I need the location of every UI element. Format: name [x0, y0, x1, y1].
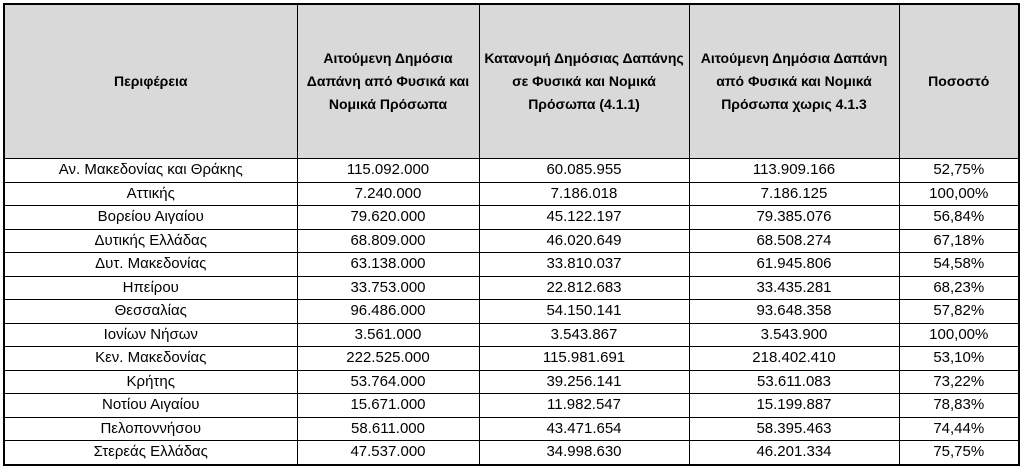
cell-percentage: 53,10% — [899, 347, 1019, 371]
table-row — [4, 276, 1019, 300]
cell-allocation: 33.810.037 — [479, 253, 689, 277]
cell-region: Κεν. Μακεδονίας — [4, 347, 297, 371]
cell-region: Αττικής — [4, 182, 297, 206]
cell-allocation: 11.982.547 — [479, 394, 689, 418]
table-row — [4, 347, 1019, 371]
cell-requested-without: 7.186.125 — [689, 182, 899, 206]
cell-region: Αν. Μακεδονίας και Θράκης — [4, 159, 297, 183]
cell-requested-without: 79.385.076 — [689, 206, 899, 230]
cell-region: Θεσσαλίας — [4, 300, 297, 324]
cell-requested: 222.525.000 — [297, 347, 479, 371]
cell-allocation: 34.998.630 — [479, 441, 689, 465]
table-row — [4, 441, 1019, 465]
cell-allocation: 7.186.018 — [479, 182, 689, 206]
cell-requested: 15.671.000 — [297, 394, 479, 418]
cell-percentage: 56,84% — [899, 206, 1019, 230]
cell-percentage: 73,22% — [899, 370, 1019, 394]
cell-requested-without: 15.199.887 — [689, 394, 899, 418]
cell-percentage: 75,75% — [899, 441, 1019, 465]
cell-percentage: 68,23% — [899, 276, 1019, 300]
cell-requested: 63.138.000 — [297, 253, 479, 277]
cell-requested: 3.561.000 — [297, 323, 479, 347]
table-header-row — [4, 4, 1019, 159]
cell-region: Δυτικής Ελλάδας — [4, 229, 297, 253]
cell-region: Ιονίων Νήσων — [4, 323, 297, 347]
cell-requested: 33.753.000 — [297, 276, 479, 300]
cell-region: Δυτ. Μακεδονίας — [4, 253, 297, 277]
table-row — [4, 206, 1019, 230]
cell-allocation: 60.085.955 — [479, 159, 689, 183]
cell-percentage: 67,18% — [899, 229, 1019, 253]
cell-allocation: 115.981.691 — [479, 347, 689, 371]
header-allocation-4-1-1: Κατανομή Δημόσιας Δαπάνης σε Φυσικά και Νομικά Πρόσωπα (4.1.1) — [479, 4, 689, 159]
table-row — [4, 229, 1019, 253]
cell-requested-without: 93.648.358 — [689, 300, 899, 324]
cell-percentage: 52,75% — [899, 159, 1019, 183]
cell-allocation: 22.812.683 — [479, 276, 689, 300]
cell-requested: 7.240.000 — [297, 182, 479, 206]
cell-requested-without: 113.909.166 — [689, 159, 899, 183]
table-row — [4, 300, 1019, 324]
cell-allocation: 43.471.654 — [479, 417, 689, 441]
cell-region: Στερεάς Ελλάδας — [4, 441, 297, 465]
header-requested-expenditure: Αιτούμενη Δημόσια Δαπάνη από Φυσικά και Νομικά Πρόσωπα — [297, 4, 479, 159]
cell-requested-without: 68.508.274 — [689, 229, 899, 253]
cell-region: Πελοποννήσου — [4, 417, 297, 441]
cell-region: Νοτίου Αιγαίου — [4, 394, 297, 418]
header-percentage: Ποσοστό — [899, 4, 1019, 159]
cell-region: Βορείου Αιγαίου — [4, 206, 297, 230]
cell-requested-without: 46.201.334 — [689, 441, 899, 465]
table-row — [4, 394, 1019, 418]
cell-percentage: 57,82% — [899, 300, 1019, 324]
cell-requested: 96.486.000 — [297, 300, 479, 324]
cell-region: Ηπείρου — [4, 276, 297, 300]
cell-requested: 79.620.000 — [297, 206, 479, 230]
table-row — [4, 253, 1019, 277]
table-row — [4, 370, 1019, 394]
expenditure-table — [3, 3, 1020, 466]
cell-allocation: 3.543.867 — [479, 323, 689, 347]
cell-percentage: 78,83% — [899, 394, 1019, 418]
table-row — [4, 323, 1019, 347]
cell-region: Κρήτης — [4, 370, 297, 394]
cell-requested: 68.809.000 — [297, 229, 479, 253]
cell-percentage: 100,00% — [899, 323, 1019, 347]
table-row — [4, 159, 1019, 183]
table-row — [4, 182, 1019, 206]
cell-requested: 47.537.000 — [297, 441, 479, 465]
cell-percentage: 100,00% — [899, 182, 1019, 206]
cell-requested: 58.611.000 — [297, 417, 479, 441]
cell-allocation: 39.256.141 — [479, 370, 689, 394]
cell-requested-without: 53.611.083 — [689, 370, 899, 394]
header-requested-without-4-1-3: Αιτούμενη Δημόσια Δαπάνη από Φυσικά και Νομικά Πρόσωπα χωρις 4.1.3 — [689, 4, 899, 159]
cell-requested-without: 33.435.281 — [689, 276, 899, 300]
table-row — [4, 417, 1019, 441]
header-region: Περιφέρεια — [4, 4, 297, 159]
cell-requested-without: 58.395.463 — [689, 417, 899, 441]
cell-allocation: 46.020.649 — [479, 229, 689, 253]
cell-requested-without: 3.543.900 — [689, 323, 899, 347]
cell-allocation: 54.150.141 — [479, 300, 689, 324]
cell-percentage: 54,58% — [899, 253, 1019, 277]
cell-requested: 53.764.000 — [297, 370, 479, 394]
cell-requested-without: 218.402.410 — [689, 347, 899, 371]
cell-requested-without: 61.945.806 — [689, 253, 899, 277]
cell-requested: 115.092.000 — [297, 159, 479, 183]
cell-allocation: 45.122.197 — [479, 206, 689, 230]
cell-percentage: 74,44% — [899, 417, 1019, 441]
